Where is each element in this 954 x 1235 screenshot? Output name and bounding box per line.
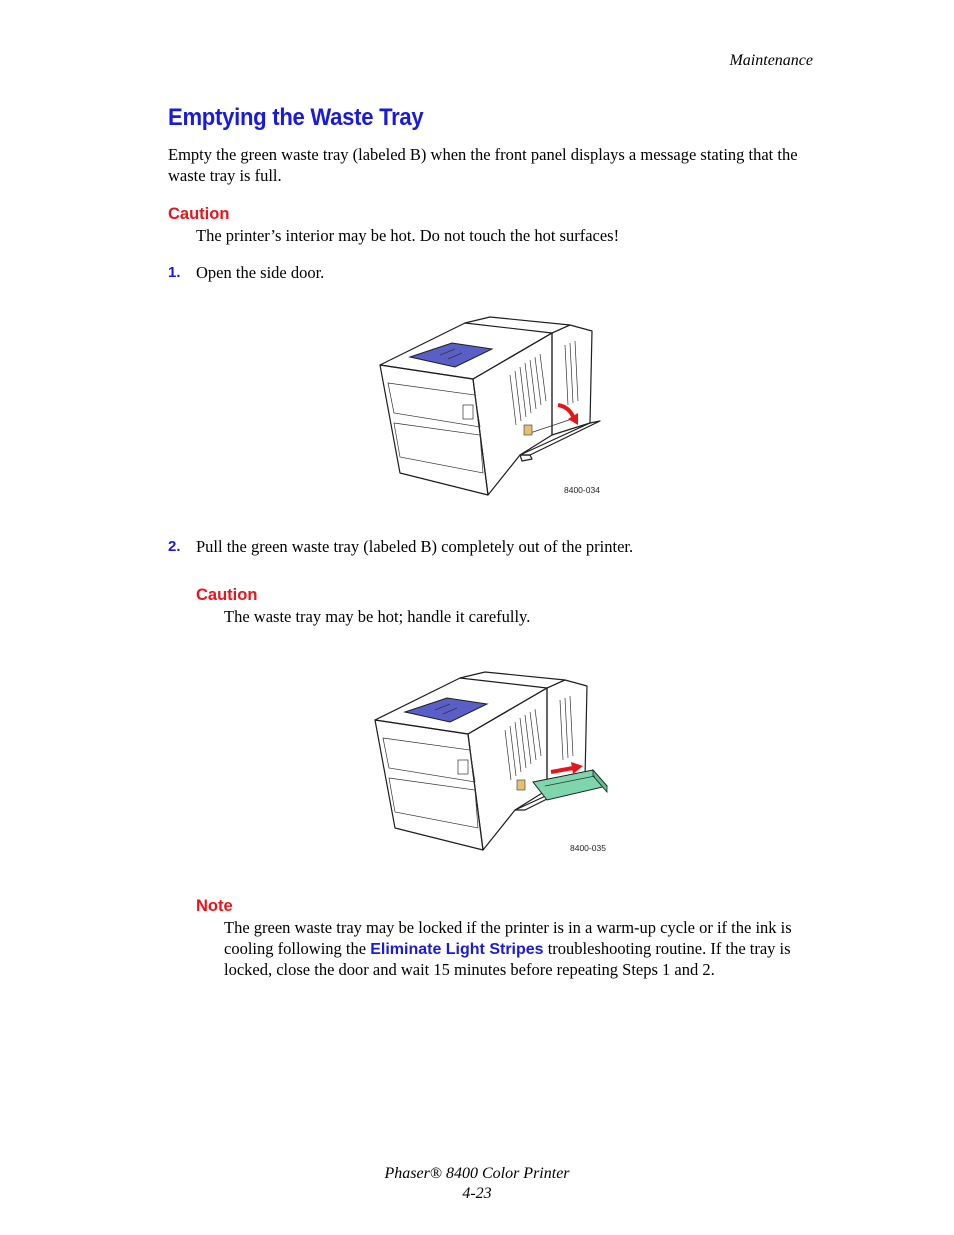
eliminate-light-stripes-link[interactable]: Eliminate Light Stripes — [370, 940, 544, 958]
figure-1-code: 8400-034 — [564, 485, 600, 495]
intro-paragraph: Empty the green waste tray (labeled B) when the front panel displays a message stating that the waste tray is full. — [168, 145, 798, 185]
step-2-text: Pull the green waste tray (labeled B) completely out of the printer. — [196, 537, 634, 556]
caution-label-2: Caution — [196, 586, 258, 604]
step-1-text: Open the side door. — [196, 263, 325, 282]
page-title: Emptying the Waste Tray — [168, 104, 424, 131]
note-label: Note — [196, 897, 233, 915]
running-header: Maintenance — [729, 52, 813, 69]
step-2-number: 2. — [168, 538, 181, 555]
note-text-after: troubleshooting routine. If the tray is locked, close the door and wait 15 minutes before repeating Steps 1 and 2. — [224, 938, 791, 979]
note-paragraph — [224, 918, 816, 981]
figure-2-code: 8400-035 — [570, 843, 606, 853]
footer-product: Phaser® 8400 Color Printer — [384, 1165, 570, 1182]
caution-label-1: Caution — [168, 205, 230, 223]
step-1-number: 1. — [168, 264, 181, 281]
caution-text-2: The waste tray may be hot; handle it carefully. — [224, 607, 531, 626]
footer-page-number: 4-23 — [462, 1185, 492, 1202]
figure-1-printer-side-door-open — [370, 305, 610, 505]
figure-2-printer-waste-tray-out — [365, 662, 615, 857]
note-text-before: The green waste tray may be locked if the printer is in a warm-up cycle or if the ink is cooling following the — [224, 918, 792, 958]
caution-text-1: The printer’s interior may be hot. Do not touch the hot surfaces! — [196, 226, 620, 245]
